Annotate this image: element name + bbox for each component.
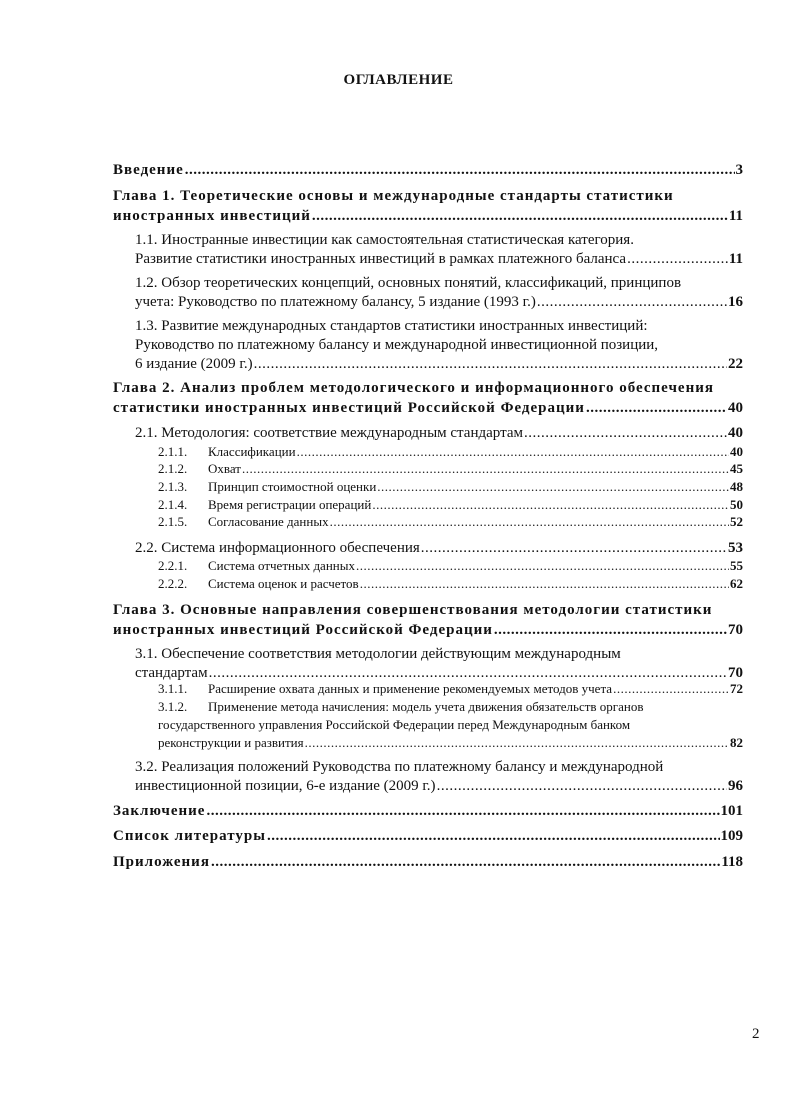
toc-entry-line (135, 250, 743, 269)
toc-entry-title: Список литературы (113, 828, 266, 844)
toc-entry-sub[interactable] (158, 513, 743, 531)
toc-entry-line (135, 317, 743, 336)
toc-entry-line (135, 424, 743, 443)
toc-entry-section[interactable] (135, 424, 743, 443)
toc-entry-line (158, 698, 743, 716)
toc-entry-line (158, 557, 743, 575)
toc-entry-page: 72 (730, 681, 743, 696)
dot-leader (211, 853, 720, 873)
toc-entry-title: иностранных инвестиций Российской Федерации (113, 621, 493, 638)
toc-entry-title: Приложения (113, 854, 210, 870)
toc-entry-sub[interactable] (158, 698, 743, 752)
toc-entry-page: 50 (730, 497, 743, 512)
dot-leader (356, 557, 729, 575)
toc-entry-page: 40 (728, 399, 743, 416)
toc-entry-number: 3.1.2. (158, 699, 188, 714)
toc-entry-line (113, 379, 743, 399)
dot-leader (360, 575, 729, 593)
toc-entry-chapter[interactable] (113, 853, 743, 873)
toc-heading: ОГЛАВЛЕНИЕ (343, 72, 454, 88)
toc-entry-number: 2.1.2. (158, 461, 188, 476)
toc-entry-line (113, 207, 743, 227)
toc-entry-page: 53 (728, 540, 743, 556)
toc-entry-title: 6 издание (2009 г.) (135, 356, 253, 372)
toc-entry-line (158, 716, 743, 734)
dot-leader (372, 496, 729, 514)
toc-entry-line (113, 187, 743, 207)
toc-entry-line (158, 443, 743, 461)
toc-entry-line (135, 539, 743, 558)
toc-entry-title: 3.2. Реализация положений Руководства по платежному балансу и международной (135, 759, 664, 775)
toc-entry-chapter[interactable] (113, 187, 743, 226)
toc-entry-title: 2.1. Методология: соответствие международным стандартам (135, 425, 523, 441)
toc-entry-page: 109 (720, 828, 743, 844)
toc-entry-section[interactable] (135, 758, 743, 796)
dot-leader (537, 293, 727, 312)
toc-entry-sub[interactable] (158, 460, 743, 478)
toc-entry-page: 11 (728, 251, 743, 267)
toc-entry-sub[interactable] (158, 478, 743, 496)
toc-entry-title: Принцип стоимостной оценки (208, 479, 377, 494)
toc-entry-line (113, 161, 743, 181)
toc-entry-line (113, 621, 743, 641)
toc-entry-number: 2.2.2. (158, 576, 188, 591)
toc-entry-line (135, 758, 743, 777)
toc-entry-page: 70 (728, 665, 743, 681)
toc-entry-number: 2.1.3. (158, 479, 188, 494)
toc-entry-title: Система отчетных данных (208, 558, 355, 573)
toc-entry-title: 1.3. Развитие международных стандартов статистики иностранных инвестиций: (135, 318, 648, 334)
toc-entry-title: 1.2. Обзор теоретических концепций, основных понятий, классификаций, принципов (135, 275, 682, 291)
toc-entry-title: Охват (208, 461, 241, 476)
toc-entry-line (135, 336, 743, 355)
toc-entry-title: Классификации (208, 444, 296, 459)
toc-entry-line (158, 680, 743, 698)
toc-entry-title: Расширение охвата данных и применение рекомендуемых методов учета (208, 681, 613, 696)
toc-entry-line (113, 827, 743, 847)
toc-entry-section[interactable] (135, 539, 743, 558)
toc-entry-page: 16 (728, 294, 743, 310)
toc-entry-page: 3 (735, 162, 743, 178)
toc-entry-section[interactable] (135, 645, 743, 683)
toc-entry-page: 101 (720, 803, 743, 819)
dot-leader (330, 513, 729, 531)
toc-entry-line (158, 460, 743, 478)
toc-entry-line (158, 513, 743, 531)
toc-entry-title: Глава 2. Анализ проблем методологического и информационного обеспечения (113, 380, 714, 396)
toc-entry-sub[interactable] (158, 557, 743, 575)
toc-entry-title: 3.1. Обеспечение соответствия методологии действующим международным (135, 646, 621, 662)
dot-leader (421, 539, 727, 558)
dot-leader (305, 734, 729, 752)
toc-entry-section[interactable] (135, 231, 743, 269)
toc-entry-title: Применение метода начисления: модель учета движения обязательств органов (208, 699, 644, 714)
toc-entry-page: 22 (728, 356, 743, 372)
dot-leader (267, 827, 720, 847)
toc-entry-line (158, 496, 743, 514)
toc-entry-number: 2.1.5. (158, 514, 188, 529)
toc-entry-line (113, 853, 743, 873)
toc-entry-line (158, 575, 743, 593)
toc-entry-line (113, 601, 743, 621)
toc-entry-page: 40 (730, 444, 743, 459)
toc-entry-title: Согласование данных (208, 514, 329, 529)
dot-leader (242, 460, 729, 478)
toc-entry-title: Заключение (113, 803, 206, 819)
dot-leader (627, 250, 728, 269)
toc-entry-title: Руководство по платежному балансу и международной инвестиционной позиции, (135, 337, 659, 353)
toc-entry-line (158, 478, 743, 496)
toc-entry-page: 45 (730, 461, 743, 476)
toc-entry-page: 11 (728, 207, 743, 224)
toc-entry-line (135, 231, 743, 250)
toc-entry-title: 1.1. Иностранные инвестиции как самостоятельная статистическая категория. (135, 232, 634, 248)
toc-entry-title: инвестиционной позиции, 6-е издание (2009 г.) (135, 778, 436, 794)
toc-entry-title: Система оценок и расчетов (208, 576, 359, 591)
toc-entry-number: 2.1.4. (158, 497, 188, 512)
dot-leader (494, 621, 727, 641)
toc-entry-line (113, 802, 743, 822)
toc-entry-section[interactable] (135, 274, 743, 312)
dot-leader (613, 680, 729, 698)
toc-entry-title: Введение (113, 162, 184, 178)
toc-entry-number: 3.1.1. (158, 681, 188, 696)
dot-leader (377, 478, 729, 496)
toc-entry-line (135, 274, 743, 293)
toc-entry-title: стандартам (135, 665, 208, 681)
toc-entry-title: Глава 3. Основные направления совершенствования методологии статистики (113, 602, 713, 618)
toc-entry-chapter[interactable] (113, 161, 743, 181)
toc-entry-title: Развитие статистики иностранных инвестиций в рамках платежного баланса (135, 251, 627, 267)
toc-entry-number: 2.2.1. (158, 558, 188, 573)
toc-entry-line (135, 645, 743, 664)
page-number: 2 (752, 1026, 760, 1042)
toc-entry-title: реконструкции и развития (158, 735, 304, 750)
toc-entry-title: Время регистрации операций (208, 497, 372, 512)
toc-entry-line (113, 399, 743, 419)
toc-entry-sub[interactable] (158, 443, 743, 461)
toc-entry-chapter[interactable] (113, 379, 743, 418)
toc-entry-chapter[interactable] (113, 827, 743, 847)
toc-entry-line (135, 293, 743, 312)
toc-entry-page: 55 (730, 558, 743, 573)
toc-entry-page: 118 (721, 854, 743, 870)
toc-entry-page: 70 (728, 621, 743, 638)
toc-entry-title: иностранных инвестиций (113, 207, 311, 224)
toc-entry-title: Глава 1. Теоретические основы и международные стандарты статистики (113, 188, 674, 204)
dot-leader (206, 802, 719, 822)
toc-entry-line (158, 734, 743, 752)
toc-entry-page: 40 (728, 425, 743, 441)
toc-entry-number: 2.1.1. (158, 444, 188, 459)
dot-leader (312, 207, 728, 227)
toc-entry-sub[interactable] (158, 496, 743, 514)
toc-entry-title: учета: Руководство по платежному балансу, 5 издание (1993 г.) (135, 294, 536, 310)
toc-entry-page: 96 (728, 778, 743, 794)
toc-entry-line (135, 777, 743, 796)
toc-entry-page: 48 (730, 479, 743, 494)
toc-entry-chapter[interactable] (113, 601, 743, 640)
dot-leader (437, 777, 727, 796)
toc-entry-page: 82 (730, 735, 743, 750)
toc-entry-chapter[interactable] (113, 802, 743, 822)
toc-entry-line (135, 355, 743, 374)
dot-leader (297, 443, 729, 461)
toc-entry-page: 52 (730, 514, 743, 529)
toc-entry-title: государственного управления Российской Федерации перед Международным банком (158, 717, 631, 732)
dot-leader (254, 355, 727, 374)
toc-entry-title: статистики иностранных инвестиций Российской Федерации (113, 399, 585, 416)
toc-entry-sub[interactable] (158, 680, 743, 698)
dot-leader (524, 424, 727, 443)
dot-leader (185, 161, 735, 181)
toc-entry-section[interactable] (135, 317, 743, 374)
dot-leader (586, 399, 727, 419)
toc-entry-title: 2.2. Система информационного обеспечения (135, 540, 420, 556)
toc-entry-page: 62 (730, 576, 743, 591)
toc-entry-sub[interactable] (158, 575, 743, 593)
